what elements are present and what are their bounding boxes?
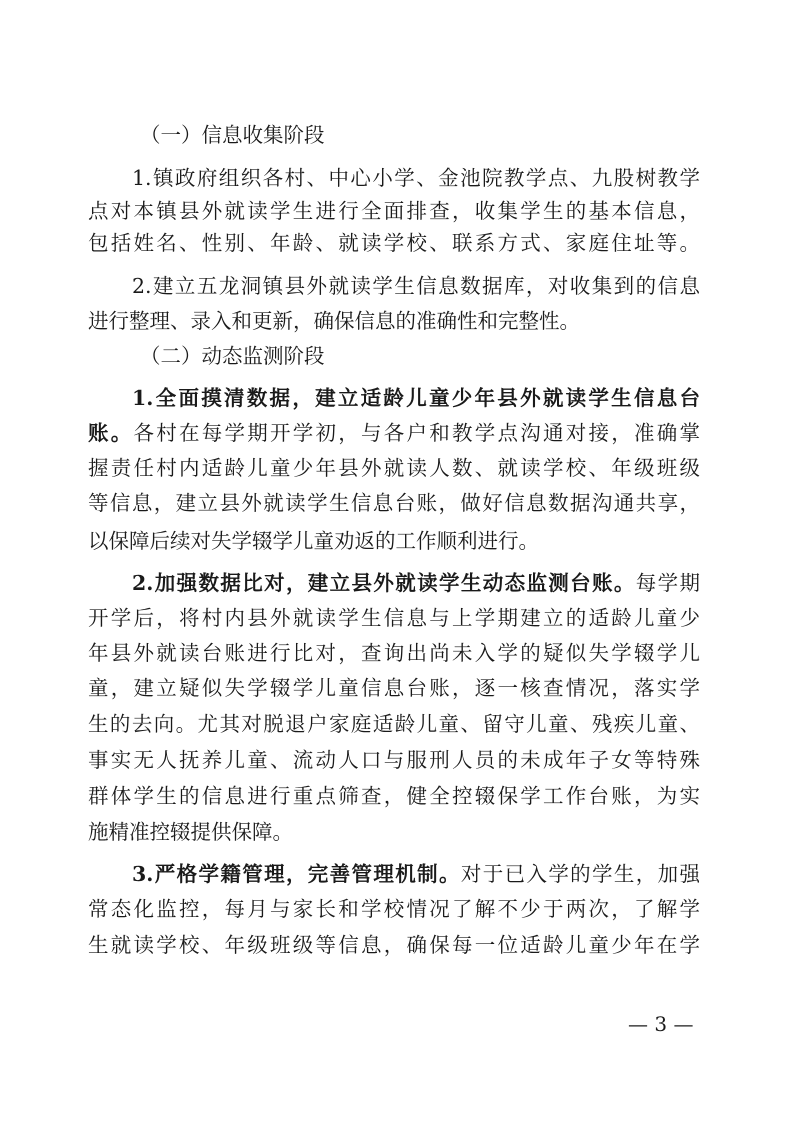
paragraph-line: 2.建立五龙洞镇县外就读学生信息数据库，对收集到的信息 <box>132 274 700 298</box>
paragraph-line: 群体学生的信息进行重点筛查，健全控辍保学工作台账，为实 <box>88 784 700 808</box>
paragraph-line <box>88 420 700 446</box>
paragraph-line: 包括姓名、性别、年龄、就读学校、联系方式、家庭住址等。 <box>88 231 700 255</box>
item-title: 3.严格学籍管理，完善管理机制。 <box>132 862 461 886</box>
item-title: 1.全面摸清数据，建立适龄儿童少年县外就读学生信息台 <box>132 386 700 410</box>
paragraph-line: 点对本镇县外就读学生进行全面排查，收集学生的基本信息， <box>88 199 700 223</box>
paragraph-line: 事实无人抚养儿童、流动人口与服刑人员的未成年子女等特殊 <box>88 748 700 772</box>
paragraph-line: 童，建立疑似失学辍学儿童信息台账，逐一核查情况，落实学 <box>88 676 700 700</box>
paragraph-text: 各村在每学期开学初，与各户和教学点沟通对接，准确掌 <box>133 421 700 445</box>
paragraph-line: 开学后，将村内县外就读学生信息与上学期建立的适龄儿童少 <box>88 606 700 630</box>
section-heading-2: （二）动态监测阶段 <box>140 344 325 368</box>
paragraph-line: 生的去向。尤其对脱退户家庭适龄儿童、留守儿童、残疾儿童、 <box>88 712 700 736</box>
paragraph-text: 对于已入学的学生，加强 <box>460 862 700 886</box>
paragraph-line: 常态化监控，每月与家长和学校情况了解不少于两次，了解学 <box>88 897 700 921</box>
item-title: 账。 <box>88 421 134 445</box>
paragraph-line <box>132 861 700 887</box>
paragraph-line: 年县外就读台账进行比对，查询出尚未入学的疑似失学辍学儿 <box>88 641 700 665</box>
paragraph-line: 等信息，建立县外就读学生信息台账，做好信息数据沟通共享， <box>88 491 700 515</box>
paragraph-line: 生就读学校、年级班级等信息，确保每一位适龄儿童少年在学 <box>88 933 700 957</box>
paragraph-line: 1.镇政府组织各村、中心小学、金池院教学点、九股树教学 <box>132 166 700 190</box>
paragraph-line: 握责任村内适龄儿童少年县外就读人数、就读学校、年级班级 <box>88 456 700 480</box>
paragraph-text: 每学期 <box>635 571 700 595</box>
item-title: 2.加强数据比对，建立县外就读学生动态监测台账。 <box>132 571 636 595</box>
paragraph-line: 施精准控辍提供保障。 <box>88 820 293 844</box>
paragraph-line: 以保障后续对失学辍学儿童劝返的工作顺利进行。 <box>88 529 539 553</box>
paragraph-line <box>132 570 700 596</box>
page-number: — 3 — <box>628 1012 694 1036</box>
paragraph-line: 进行整理、录入和更新，确保信息的准确性和完整性。 <box>88 309 580 333</box>
section-heading-1: （一）信息收集阶段 <box>140 123 325 147</box>
